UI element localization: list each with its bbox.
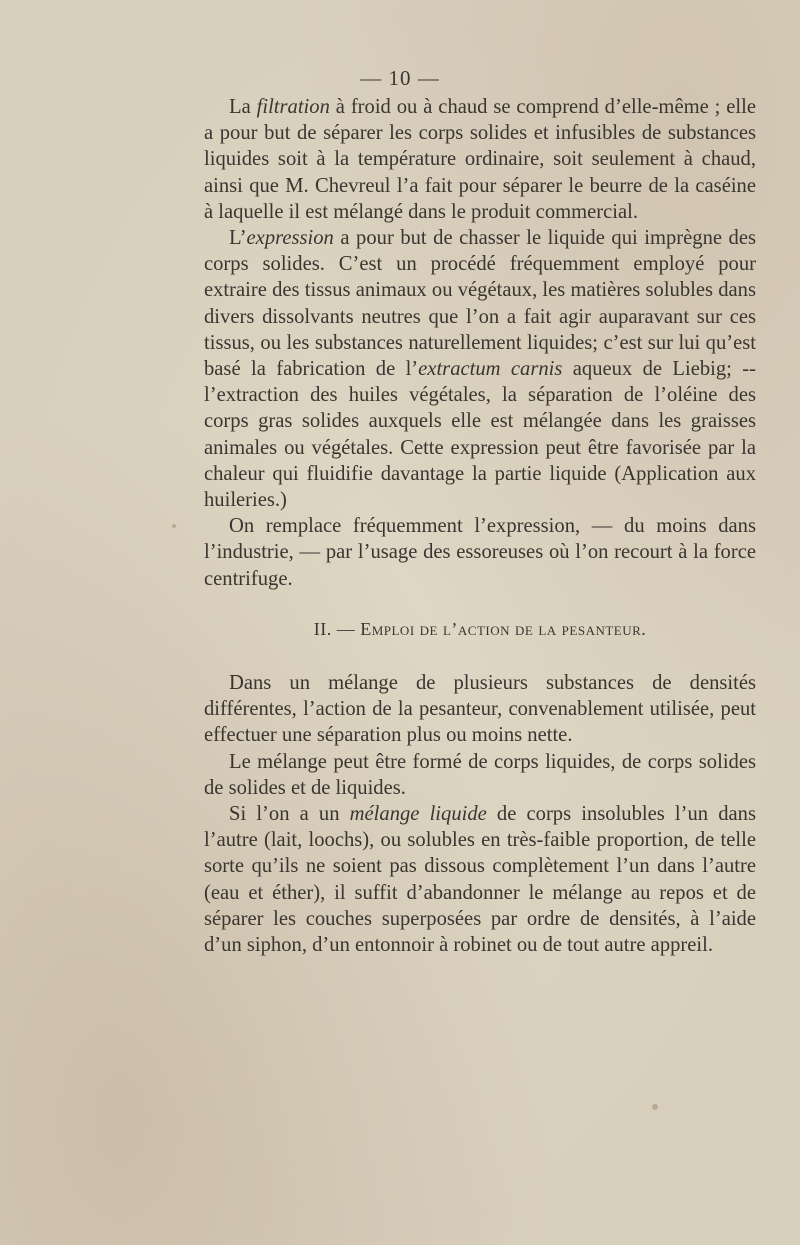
emphasis-term: expression: [246, 227, 334, 250]
emphasis-term: mélange liquide: [349, 803, 487, 826]
paragraph-text: a pour but de chasser le liquide qui imprègne des corps solides. C’est un procédé fréquemment employé pour extraire des tissus animaux ou végétaux, les matières solubles dans divers dissolvants neutres que l’on a fait agir auparavant sur ces tissus, ou les substances naturellement liquides; c’est sur lui qu’est basé la fabrication de l’: [204, 227, 756, 381]
section-title: Emploi de l’action de la pesanteur.: [360, 618, 647, 639]
paper-speck: [652, 1104, 658, 1110]
section-heading: [204, 616, 756, 642]
paragraph-densities: Dans un mélange de plusieurs substances de densités différentes, l’action de la pesanteur, convenablement utilisée, peut effectuer une séparation plus ou moins nette.: [204, 672, 756, 747]
paragraph-text: à froid ou à chaud se comprend d’elle-même ; elle a pour but de séparer les corps solides et infusibles de substances liquides soit à la température ordinaire, soit seulement à chaud, ainsi que M. Chevreul l’a fait pour séparer le beurre de la caséine à laquelle il est mélangé dans le produit commercial.: [204, 96, 756, 223]
body-text: [204, 94, 756, 958]
section-number: II. —: [313, 618, 361, 639]
paragraph-text: de corps insolubles l’un dans l’autre (lait, loochs), ou solubles en très-faible proportion, de telle sorte qu’ils ne soient pas dissous complètement l’un dans l’autre (eau et éther), il suffit d’abandonner le mélange au repos et de séparer les couches superposées par ordre de densités, à l’aide d’un siphon, d’un entonnoir à robinet ou de tout autre appreil.: [204, 803, 756, 957]
paper-speck: [172, 524, 176, 528]
paragraph-centrifuge: On remplace fréquemment l’expression, — du moins dans l’industrie, — par l’usage des essoreuses où l’on recourt à la force centrifuge.: [204, 515, 756, 590]
emphasis-term: filtration: [256, 96, 330, 118]
paragraph-text: La: [229, 96, 257, 118]
paragraph-mixture: Le mélange peut être formé de corps liquides, de corps solides de solides et de liquides.: [204, 750, 756, 799]
paragraph-text: L’: [229, 227, 247, 250]
paragraph-text: Si l’on a un: [229, 803, 350, 826]
paragraph-liquid-mixture: [204, 801, 756, 958]
emphasis-term: extractum carnis: [418, 358, 563, 381]
paragraph-expression: [204, 225, 756, 513]
paragraph-filtration: [204, 94, 756, 225]
page-number: — 10 —: [360, 66, 440, 90]
paragraph-text: aqueux de Liebig; -- l’extraction des huiles végétales, la séparation de l’oléine des corps gras solides auxquels elle est mélangée dans les graisses animales ou végétales. Cette expression peut être favorisée par la chaleur qui fluidifie davantage la partie liquide (Application aux huileries.): [204, 358, 756, 512]
